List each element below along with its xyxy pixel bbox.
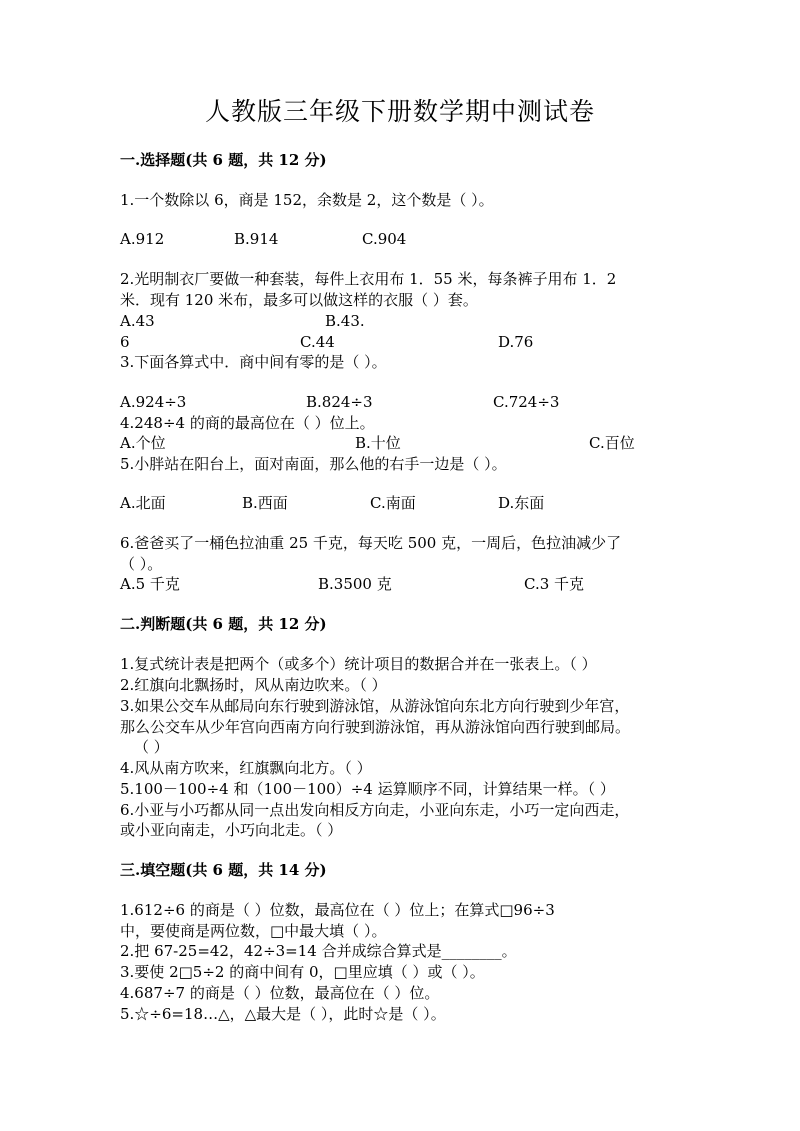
judge-q3-line1: 3.如果公交车从邮局向东行驶到游泳馆，从游泳馆向东北方向行驶到少年宫， xyxy=(120,697,630,715)
judge-q5: 5.100－100÷4 和（100－100）÷4 运算顺序不同，计算结果一样。（ ） xyxy=(120,780,615,798)
choice-q1-stem: 1.一个数除以 6，商是 152，余数是 2，这个数是（ ）。 xyxy=(120,191,494,209)
section-heading-fill: 三.填空题(共 6 题，共 14 分) xyxy=(120,861,327,879)
choice-q1-option-a: A.912 xyxy=(120,230,165,248)
page-title: 人教版三年级下册数学期中测试卷 xyxy=(204,97,595,126)
judge-q3-line3: （ ） xyxy=(134,738,169,756)
section-heading-choice: 一.选择题(共 6 题，共 12 分) xyxy=(120,151,327,169)
judge-q6-line1: 6.小亚与小巧都从同一点出发向相反方向走，小亚向东走，小巧一定向西走， xyxy=(120,801,630,819)
choice-q4-option-b: B.十位 xyxy=(355,434,401,452)
choice-q1-option-b: B.914 xyxy=(234,230,279,248)
judge-q2: 2.红旗向北飘扬时，风从南边吹来。（ ） xyxy=(120,676,387,694)
choice-q2-stem-line1: 2.光明制衣厂要做一种套装，每件上衣用布 1．55 米，每条裤子用布 1．2 xyxy=(120,270,617,288)
judge-q6-line2: 或小亚向南走，小巧向北走。（ ） xyxy=(120,821,343,839)
fill-q4: 4.687÷7 的商是（ ）位数，最高位在（ ）位。 xyxy=(120,984,440,1002)
choice-q2-option-c: C.44 xyxy=(300,333,335,351)
fill-q5: 5.☆÷6=18…△，△最大是（ ），此时☆是（ ）。 xyxy=(120,1005,446,1023)
choice-q2-option-d: D.76 xyxy=(498,333,534,351)
choice-q5-option-d: D.东面 xyxy=(498,494,545,512)
judge-q4: 4.风从南方吹来，红旗飘向北方。（ ） xyxy=(120,759,372,777)
choice-q4-stem: 4.248÷4 的商的最高位在（ ）位上。 xyxy=(120,414,375,432)
choice-q6-stem-line2: （ ）。 xyxy=(120,555,163,573)
choice-q2-stem-line2: 米．现有 120 米布，最多可以做这样的衣服（ ）套。 xyxy=(120,291,478,309)
choice-q5-option-a: A.北面 xyxy=(120,494,166,512)
judge-q3-line2: 那么公交车从少年宫向西南方向行驶到游泳馆，再从游泳馆向西行驶到邮局。 xyxy=(120,718,631,736)
section-heading-judge: 二.判断题(共 6 题，共 12 分) xyxy=(120,615,327,633)
choice-q6-option-c: C.3 千克 xyxy=(524,575,585,593)
choice-q6-stem-line1: 6.爸爸买了一桶色拉油重 25 千克，每天吃 500 克，一周后，色拉油减少了 xyxy=(120,534,622,552)
choice-q2-option-b: B.43. xyxy=(325,312,365,330)
choice-q5-option-c: C.南面 xyxy=(370,494,416,512)
fill-q1-line2: 中，要使商是两位数，□中最大填（ ）。 xyxy=(120,922,387,940)
choice-q3-option-c: C.724÷3 xyxy=(493,393,560,411)
fill-q2: 2.把 67-25=42，42÷3=14 合并成综合算式是________。 xyxy=(120,942,517,960)
choice-q6-option-a: A.5 千克 xyxy=(120,575,180,593)
fill-q3: 3.要使 2□5÷2 的商中间有 0，□里应填（ ）或（ ）。 xyxy=(120,963,485,981)
choice-q5-option-b: B.西面 xyxy=(242,494,288,512)
choice-q5-stem: 5.小胖站在阳台上，面对南面，那么他的右手一边是（ ）。 xyxy=(120,455,507,473)
choice-q4-option-a: A.个位 xyxy=(120,434,166,452)
fill-q1-line1: 1.612÷6 的商是（ ）位数，最高位在（ ）位上；在算式□96÷3 xyxy=(120,901,555,919)
choice-q4-option-c: C.百位 xyxy=(589,434,635,452)
choice-q3-stem: 3.下面各算式中．商中间有零的是（ ）。 xyxy=(120,353,387,371)
choice-q2-option-a: A.43 xyxy=(120,312,155,330)
choice-q3-option-b: B.824÷3 xyxy=(306,393,373,411)
choice-q1-option-c: C.904 xyxy=(362,230,407,248)
choice-q3-option-a: A.924÷3 xyxy=(120,393,187,411)
choice-q2-option-b-cont: 6 xyxy=(120,333,130,351)
judge-q1: 1.复式统计表是把两个（或多个）统计项目的数据合并在一张表上。（ ） xyxy=(120,655,597,673)
choice-q6-option-b: B.3500 克 xyxy=(318,575,392,593)
